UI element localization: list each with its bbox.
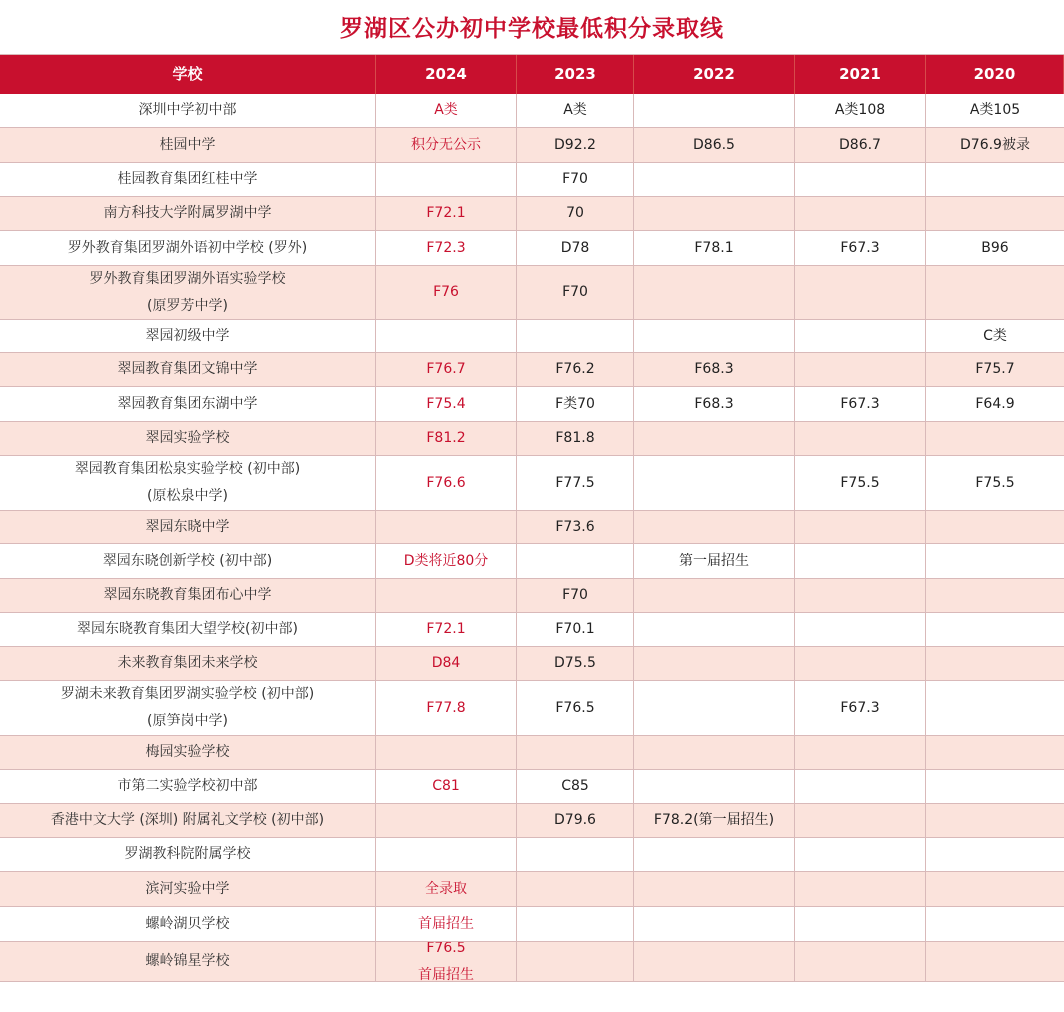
score-2023-cell (517, 320, 634, 352)
school-name-cell (0, 647, 376, 680)
table-row (0, 320, 1064, 353)
cell-text: 深圳中学初中部 (138, 102, 237, 119)
school-name-cell (0, 838, 376, 871)
cell-text: C类 (983, 327, 1007, 344)
score-2024-cell (376, 770, 517, 803)
table-row (0, 681, 1064, 736)
score-2020-cell (926, 320, 1064, 352)
score-2020-cell (926, 387, 1064, 421)
score-2024-cell (376, 231, 517, 265)
score-2023-cell (517, 387, 634, 421)
table-row (0, 163, 1064, 197)
cell-text: 桂园教育集团红桂中学 (117, 171, 258, 188)
header-2020: 2020 (926, 55, 1064, 94)
score-2021-cell (795, 613, 926, 646)
score-2023-cell (517, 128, 634, 162)
school-name-cell (0, 231, 376, 265)
cell-text: F76.2 (555, 361, 595, 378)
score-2021-cell (795, 266, 926, 319)
school-name-cell (0, 128, 376, 162)
school-name-cell (0, 511, 376, 543)
score-2022-cell (634, 163, 795, 196)
table-row (0, 770, 1064, 804)
header-2021: 2021 (795, 55, 926, 94)
cell-text: 翠园教育集团文锦中学 (117, 361, 258, 378)
score-2024-cell (376, 544, 517, 578)
score-2023-cell (517, 266, 634, 319)
cell-text: D86.7 (839, 136, 881, 153)
score-2024-cell (376, 804, 517, 837)
school-name-cell (0, 804, 376, 837)
score-2020-cell (926, 422, 1064, 455)
score-2024-cell (376, 681, 517, 735)
score-2024-cell (376, 128, 517, 162)
score-2021-cell (795, 353, 926, 386)
score-2023-cell (517, 942, 634, 981)
score-2022-cell (634, 544, 795, 578)
school-name-cell (0, 266, 376, 319)
score-2020-cell (926, 231, 1064, 265)
cell-text: F64.9 (975, 395, 1015, 412)
score-2023-cell (517, 838, 634, 871)
cell-text: 梅园实验学校 (145, 744, 230, 761)
score-2020-cell (926, 456, 1064, 510)
score-2024-cell (376, 579, 517, 612)
score-2021-cell (795, 736, 926, 769)
cell-text: C81 (432, 778, 460, 795)
cell-text: F75.7 (975, 361, 1015, 378)
score-2021-cell (795, 422, 926, 455)
score-2021-cell (795, 94, 926, 127)
cell-text: 翠园东晓创新学校 (初中部) (102, 552, 273, 569)
table-row (0, 456, 1064, 511)
score-2022-cell (634, 736, 795, 769)
school-name-cell (0, 544, 376, 578)
cell-text: F类70 (555, 395, 595, 412)
score-2023-cell (517, 872, 634, 906)
cell-text: 市第二实验学校初中部 (117, 778, 258, 795)
score-2023-cell (517, 353, 634, 386)
score-2024-cell (376, 907, 517, 941)
table-row (0, 387, 1064, 422)
cell-text: 积分无公示 (411, 136, 481, 153)
cell-text: F77.5 (555, 474, 595, 491)
school-name-cell (0, 197, 376, 230)
score-2023-cell (517, 94, 634, 127)
cell-text: B96 (981, 239, 1009, 256)
cell-text: D78 (560, 239, 590, 256)
score-2021-cell (795, 838, 926, 871)
score-2020-cell (926, 266, 1064, 319)
admission-score-table (0, 54, 1064, 982)
score-2020-cell (926, 804, 1064, 837)
score-2024-cell (376, 838, 517, 871)
score-2021-cell (795, 163, 926, 196)
cell-text: F76.7 (426, 361, 466, 378)
score-2020-cell (926, 838, 1064, 871)
score-2023-cell (517, 456, 634, 510)
score-2022-cell (634, 770, 795, 803)
title-bar (0, 0, 1064, 52)
cell-text: F68.3 (694, 395, 734, 412)
cell-text: F67.3 (840, 395, 880, 412)
score-2022-cell (634, 128, 795, 162)
school-name-cell (0, 456, 376, 510)
score-2021-cell (795, 681, 926, 735)
score-2021-cell (795, 942, 926, 981)
cell-text: 翠园东晓教育集团大望学校(初中部) (77, 621, 298, 638)
score-2020-cell (926, 872, 1064, 906)
table-header-row (0, 55, 1064, 94)
score-2024-cell (376, 197, 517, 230)
cell-text: 螺岭湖贝学校 (145, 915, 230, 932)
cell-text: 罗外教育集团罗湖外语初中学校 (罗外) (67, 239, 308, 256)
cell-text: F67.3 (840, 699, 880, 716)
cell-text: F78.1 (694, 239, 734, 256)
cell-text: 第一届招生 (679, 552, 749, 569)
cell-text: 翠园教育集团松泉实验学校 (初中部) (74, 461, 301, 478)
score-2022-cell (634, 94, 795, 127)
table-row (0, 544, 1064, 579)
score-2021-cell (795, 544, 926, 578)
score-2022-cell (634, 353, 795, 386)
score-2020-cell (926, 736, 1064, 769)
school-name-cell (0, 94, 376, 127)
cell-text: F77.8 (426, 699, 466, 716)
table-row (0, 579, 1064, 613)
table-body (0, 94, 1064, 982)
score-2023-cell (517, 422, 634, 455)
school-name-cell (0, 579, 376, 612)
score-2023-cell (517, 770, 634, 803)
cell-text: D84 (431, 655, 461, 672)
cell-text: 翠园东晓中学 (145, 518, 230, 535)
score-2024-cell (376, 266, 517, 319)
score-2024-cell (376, 613, 517, 646)
cell-text: D92.2 (554, 136, 596, 153)
score-2021-cell (795, 320, 926, 352)
cell-text: A类 (434, 102, 458, 119)
table-row (0, 647, 1064, 681)
school-name-cell (0, 320, 376, 352)
cell-text: A类105 (969, 102, 1021, 119)
score-2021-cell (795, 387, 926, 421)
cell-text: (原松泉中学) (147, 488, 228, 504)
table-row (0, 511, 1064, 544)
score-2021-cell (795, 872, 926, 906)
score-2020-cell (926, 907, 1064, 941)
cell-text: F75.4 (426, 395, 466, 412)
school-name-cell (0, 736, 376, 769)
cell-text: 70 (566, 205, 584, 222)
cell-text: F70.1 (555, 621, 595, 638)
header-2022: 2022 (634, 55, 795, 94)
cell-text: 罗湖未来教育集团罗湖实验学校 (初中部) (60, 686, 315, 703)
score-2022-cell (634, 872, 795, 906)
score-2024-cell (376, 511, 517, 543)
header-2024: 2024 (376, 55, 517, 94)
page-title: 罗湖区公办初中学校最低积分录取线 (340, 15, 724, 42)
cell-text: 桂园中学 (159, 136, 216, 153)
cell-text: 首届招生 (418, 915, 474, 932)
score-2020-cell (926, 942, 1064, 981)
score-2020-cell (926, 163, 1064, 196)
cell-text: F75.5 (840, 474, 880, 491)
score-2024-cell (376, 872, 517, 906)
score-2022-cell (634, 838, 795, 871)
cell-text: 罗湖教科院附属学校 (124, 846, 251, 863)
score-2021-cell (795, 907, 926, 941)
score-2024-cell (376, 647, 517, 680)
cell-text: C85 (561, 778, 589, 795)
score-2021-cell (795, 579, 926, 612)
cell-text: 翠园教育集团东湖中学 (117, 395, 258, 412)
cell-text: D79.6 (554, 812, 596, 829)
score-2022-cell (634, 613, 795, 646)
cell-text: F67.3 (840, 239, 880, 256)
cell-text: 翠园初级中学 (145, 327, 230, 344)
score-2024-cell (376, 456, 517, 510)
score-2022-cell (634, 804, 795, 837)
cell-text: 全录取 (425, 880, 467, 897)
cell-text: F70 (562, 587, 588, 604)
cell-text: D76.9被录 (960, 136, 1030, 153)
cell-text: F72.1 (426, 205, 466, 222)
table-row (0, 197, 1064, 231)
table-row (0, 872, 1064, 907)
score-2021-cell (795, 511, 926, 543)
cell-text: F70 (562, 284, 588, 301)
cell-text: F76.6 (426, 474, 466, 491)
cell-text: 滨河实验中学 (145, 880, 230, 897)
score-2022-cell (634, 579, 795, 612)
score-2022-cell (634, 511, 795, 543)
score-2020-cell (926, 681, 1064, 735)
cell-text: F76.5 (555, 699, 595, 716)
score-2024-cell (376, 94, 517, 127)
header-school: 学校 (0, 55, 376, 94)
cell-text: F68.3 (694, 361, 734, 378)
school-name-cell (0, 353, 376, 386)
table-row (0, 231, 1064, 266)
score-2024-cell (376, 387, 517, 421)
cell-text: 翠园东晓教育集团布心中学 (103, 587, 272, 604)
score-2023-cell (517, 579, 634, 612)
table-row (0, 613, 1064, 647)
school-name-cell (0, 163, 376, 196)
score-2022-cell (634, 456, 795, 510)
score-2021-cell (795, 647, 926, 680)
score-2022-cell (634, 422, 795, 455)
score-2022-cell (634, 320, 795, 352)
cell-text: F76 (433, 284, 459, 301)
school-name-cell (0, 387, 376, 421)
score-2023-cell (517, 544, 634, 578)
table-row (0, 942, 1064, 982)
table-row (0, 422, 1064, 456)
cell-text: D类将近80分 (403, 552, 489, 569)
score-2021-cell (795, 456, 926, 510)
score-2024-cell (376, 320, 517, 352)
cell-text: F75.5 (975, 474, 1015, 491)
score-2022-cell (634, 942, 795, 981)
score-2020-cell (926, 94, 1064, 127)
score-2020-cell (926, 128, 1064, 162)
school-name-cell (0, 907, 376, 941)
score-2022-cell (634, 907, 795, 941)
table-row (0, 736, 1064, 770)
score-2023-cell (517, 197, 634, 230)
cell-text: 螺岭锦星学校 (145, 953, 230, 970)
table-row (0, 128, 1064, 163)
cell-text: 翠园实验学校 (145, 430, 230, 447)
school-name-cell (0, 942, 376, 981)
score-2024-cell (376, 353, 517, 386)
score-2023-cell (517, 804, 634, 837)
table-row (0, 838, 1064, 872)
cell-text: D86.5 (693, 136, 735, 153)
school-name-cell (0, 681, 376, 735)
cell-text: 罗外教育集团罗湖外语实验学校 (89, 270, 286, 287)
score-2023-cell (517, 613, 634, 646)
cell-text: F76.5 (426, 942, 466, 956)
cell-text: 首届招生 (418, 966, 474, 981)
cell-text: (原笋岗中学) (147, 713, 228, 729)
score-2021-cell (795, 231, 926, 265)
cell-text: F78.2(第一届招生) (653, 812, 775, 829)
table-row (0, 804, 1064, 838)
score-2020-cell (926, 579, 1064, 612)
score-2021-cell (795, 128, 926, 162)
cell-text: F70 (562, 171, 588, 188)
score-2020-cell (926, 197, 1064, 230)
cell-text: F72.1 (426, 621, 466, 638)
school-name-cell (0, 613, 376, 646)
cell-text: (原罗芳中学) (147, 297, 228, 314)
score-2020-cell (926, 353, 1064, 386)
school-name-cell (0, 770, 376, 803)
score-2022-cell (634, 266, 795, 319)
score-2023-cell (517, 681, 634, 735)
score-2023-cell (517, 907, 634, 941)
score-2023-cell (517, 647, 634, 680)
table-row (0, 353, 1064, 387)
score-2023-cell (517, 736, 634, 769)
score-2021-cell (795, 804, 926, 837)
score-2024-cell (376, 736, 517, 769)
score-2023-cell (517, 163, 634, 196)
score-2021-cell (795, 770, 926, 803)
header-2023: 2023 (517, 55, 634, 94)
cell-text: F81.2 (426, 430, 466, 447)
score-2022-cell (634, 197, 795, 230)
score-2024-cell (376, 942, 517, 981)
school-name-cell (0, 422, 376, 455)
score-2023-cell (517, 511, 634, 543)
score-2022-cell (634, 387, 795, 421)
score-2021-cell (795, 197, 926, 230)
school-name-cell (0, 872, 376, 906)
score-2020-cell (926, 613, 1064, 646)
cell-text: A类 (563, 102, 587, 119)
score-2022-cell (634, 231, 795, 265)
cell-text: F81.8 (555, 430, 595, 447)
score-2022-cell (634, 647, 795, 680)
score-2023-cell (517, 231, 634, 265)
score-2020-cell (926, 647, 1064, 680)
score-2022-cell (634, 681, 795, 735)
score-2024-cell (376, 422, 517, 455)
cell-text: D75.5 (554, 655, 596, 672)
cell-text: 未来教育集团未来学校 (117, 655, 258, 672)
score-2020-cell (926, 511, 1064, 543)
score-2020-cell (926, 770, 1064, 803)
score-2024-cell (376, 163, 517, 196)
cell-text: F73.6 (555, 518, 595, 535)
table-row (0, 907, 1064, 942)
cell-text: 南方科技大学附属罗湖中学 (103, 205, 272, 222)
score-2020-cell (926, 544, 1064, 578)
cell-text: F72.3 (426, 239, 466, 256)
cell-text: A类108 (834, 102, 886, 119)
cell-text: 香港中文大学 (深圳) 附属礼文学校 (初中部) (50, 812, 325, 829)
table-row (0, 94, 1064, 128)
table-row (0, 266, 1064, 320)
